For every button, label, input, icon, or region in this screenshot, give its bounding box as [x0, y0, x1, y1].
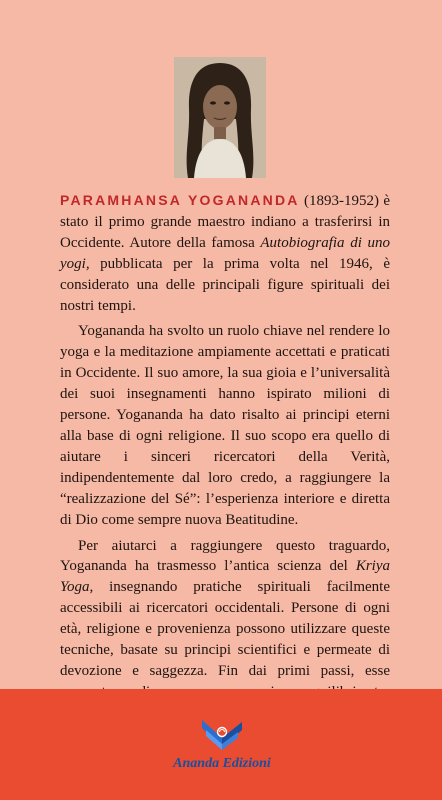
paragraph-3-part-1: Per aiutarci a raggiungere questo traguardo, Yogananda ha trasmesso l’antica scienza del — [60, 537, 390, 575]
author-portrait — [174, 57, 266, 178]
paragraph-1-part-2: pubblicata per la prima volta nel 1946, è considerato una delle principali figure spirituali dei nostri tempi. — [60, 255, 390, 314]
publisher-name: Ananda Edizioni — [173, 756, 271, 771]
publisher-logo — [162, 718, 282, 778]
biography-paragraph-1 — [60, 190, 390, 316]
author-photo-graphic — [174, 57, 266, 178]
author-dates: (1893-1952) — [303, 193, 379, 209]
book-title: Autobiografia di uno yogi, — [60, 234, 390, 272]
book-logo-icon — [162, 718, 282, 758]
kriya-yoga-term: Kriya Yoga — [60, 558, 390, 596]
paragraph-3-part-2: , insegnando pratiche spirituali facilmente accessibili ai ricercatori occidentali. Persone di ogni età, religione e provenienza possono utilizzare queste tecniche, basate su principi scientifici e permeate di devozione e saggezza. Fin dai primi passi, esse — [60, 579, 390, 679]
biography-paragraph-2: Yogananda ha svolto un ruolo chiave nel rendere lo yoga e la meditazione ampiamente accettati e praticati in Occidente. Il suo amore, la sua gioia e l’universalità dei suoi insegnamenti hanno ispirato milioni di persone. Yogananda ha dato risalto ai principi eterni alla base di ogni religione. Il suo scopo era quello di aiutare i sinceri ricercatori della Verità, indipendentemente dal loro credo, a raggiungere la “realizzazione del Sé”: l’esperienza interiore e diretta di Dio come sempre nuova Beatitudine. — [60, 323, 390, 528]
biography-text — [60, 190, 390, 765]
author-name: PARAMHANSA YOGANANDA — [60, 192, 300, 208]
paragraph-1-part-1: è stato il primo grande maestro indiano a trasferirsi in Occidente. Autore della famosa — [60, 193, 391, 251]
